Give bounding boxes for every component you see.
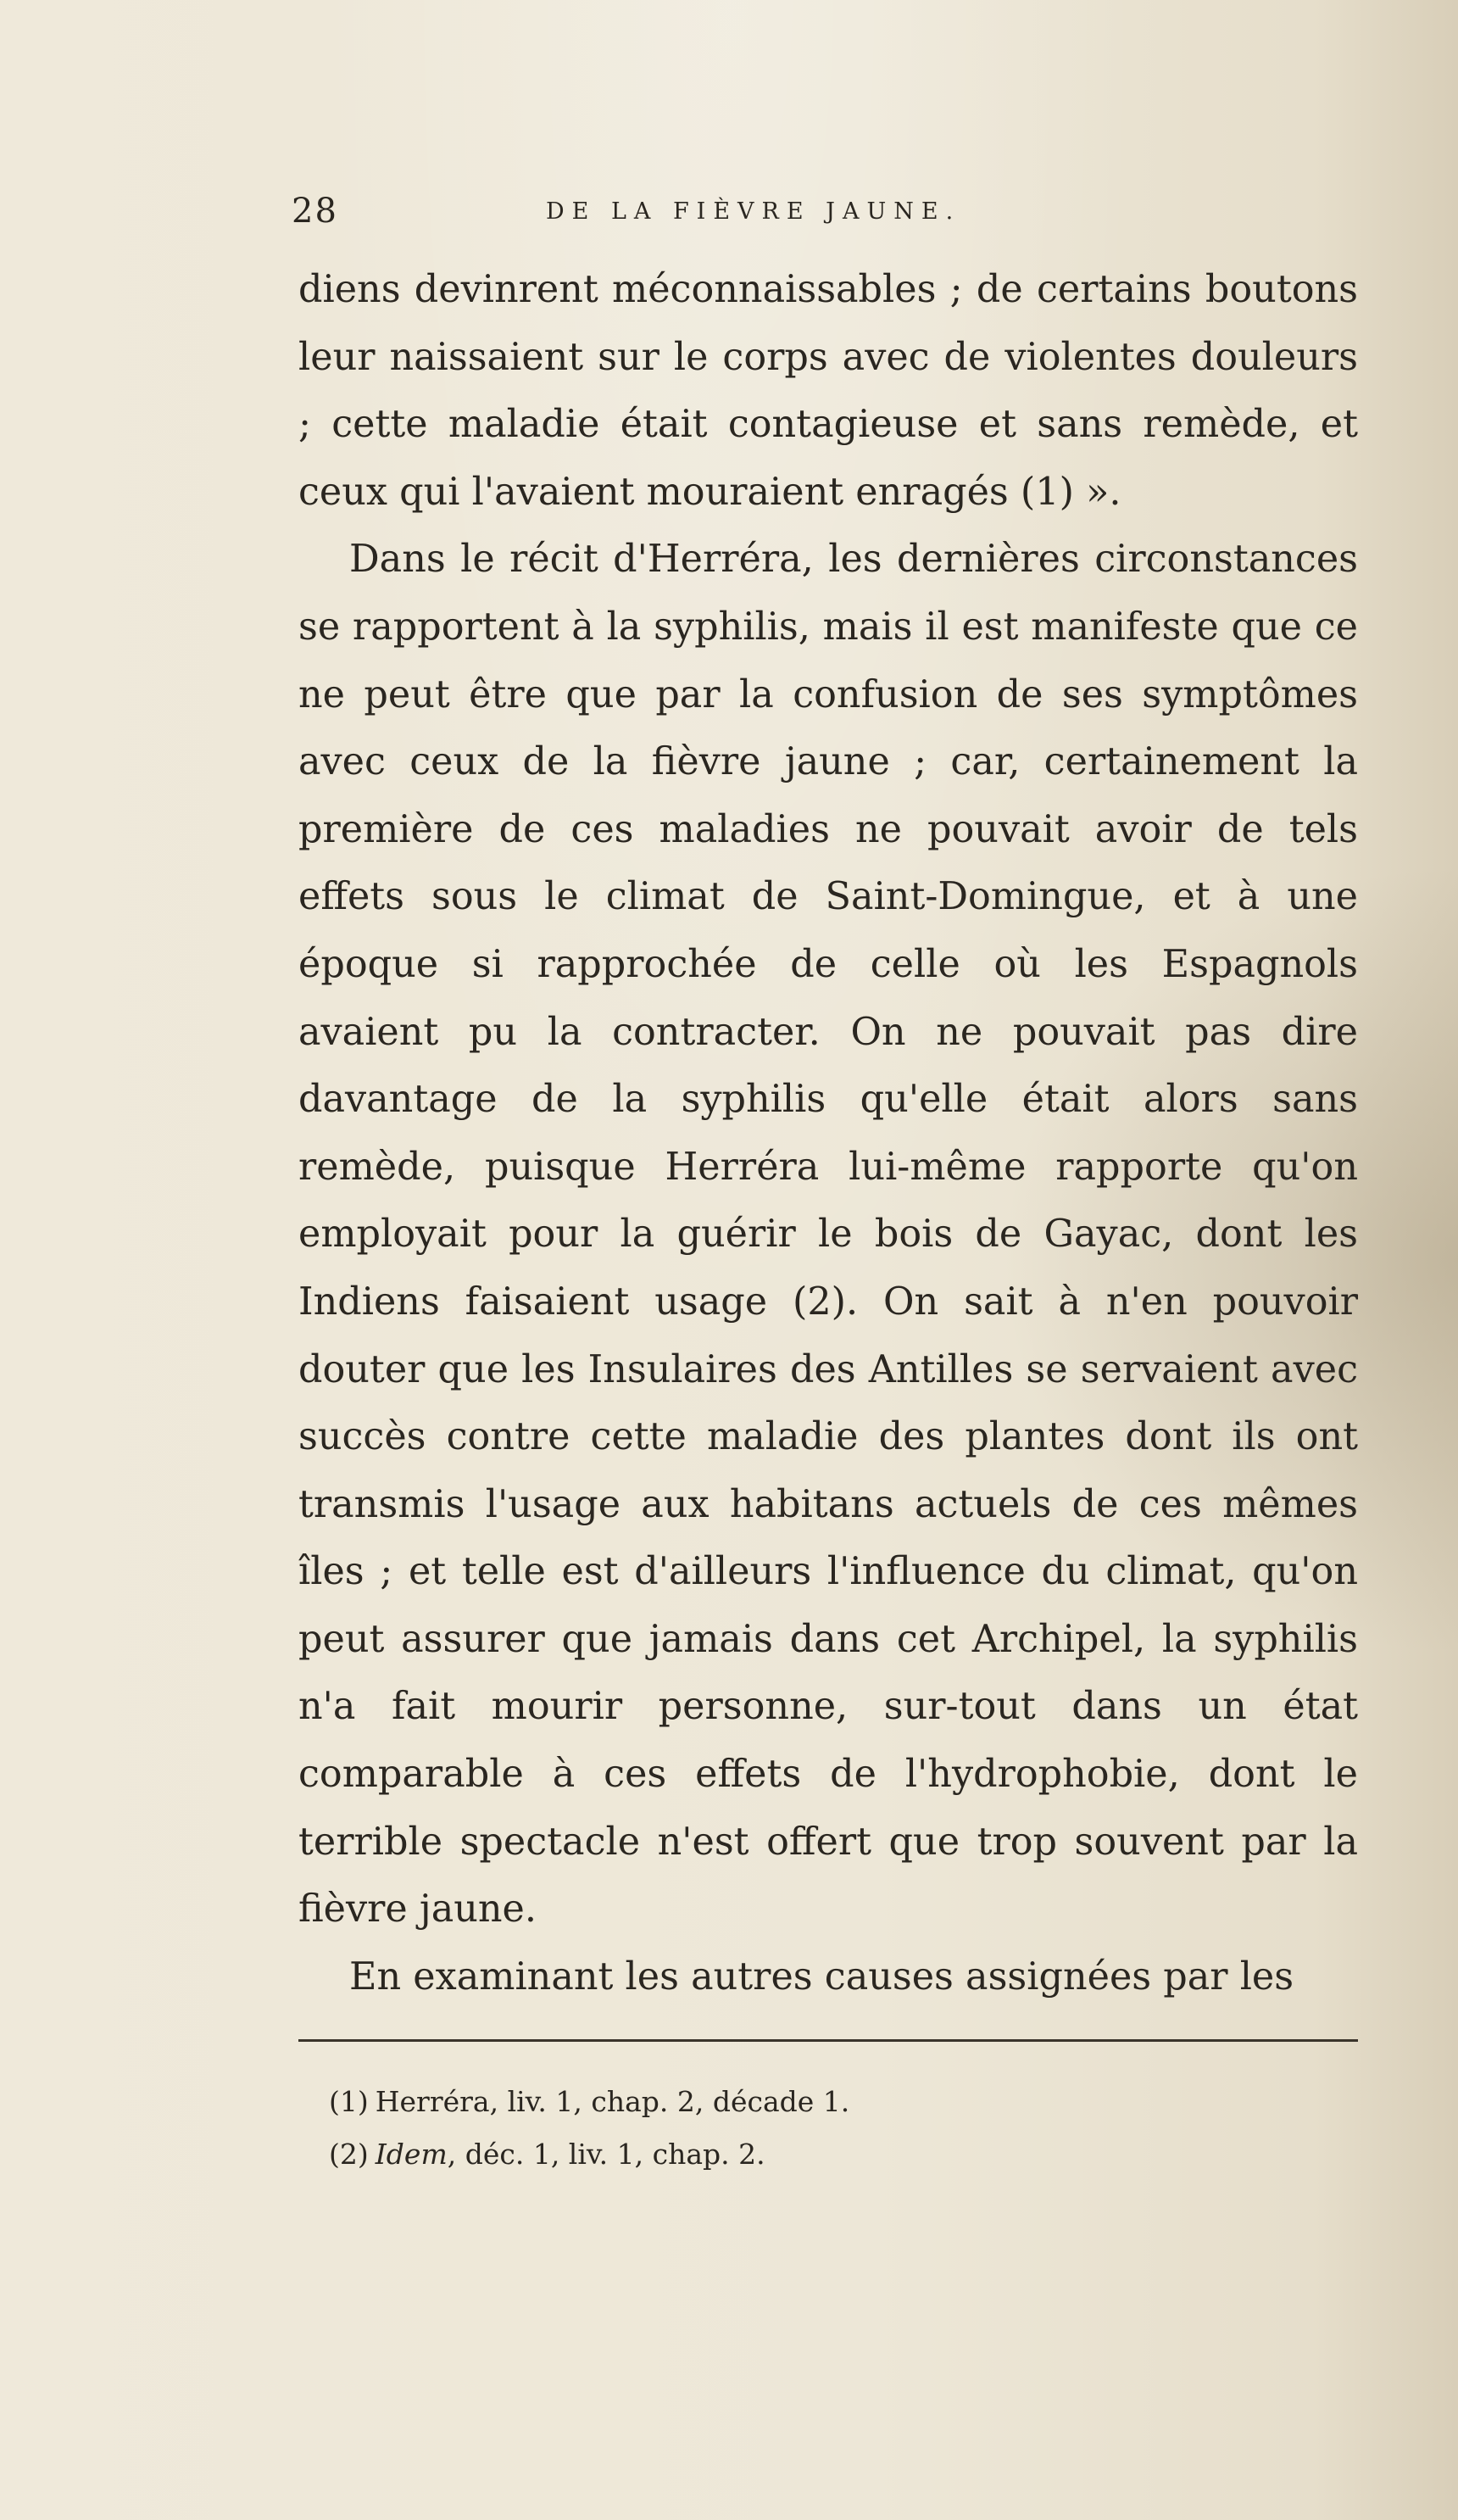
running-head [292, 192, 1385, 243]
paragraph-causes: En examinant les autres causes assignées par les [349, 1954, 1294, 1999]
running-title: DE LA FIÈVRE JAUNE. [546, 198, 961, 225]
footnote-1 [329, 2076, 1346, 2128]
footnote-rule [298, 2039, 1358, 2042]
footnote-2 [329, 2128, 1346, 2181]
body-text [298, 256, 1358, 2010]
footnote-marker: (1) [329, 2085, 369, 2118]
footnote-text: , déc. 1, liv. 1, chap. 2. [447, 2138, 765, 2171]
footnote-marker: (2) [329, 2138, 369, 2171]
footnote-italic-term: Idem [375, 2138, 448, 2171]
page-number: 28 [292, 192, 338, 231]
paragraph-continuation: diens devinrent méconnaissables ; de certains boutons leur naissaient sur le corps avec de violentes douleurs ; cette maladie était contagieuse et sans remède, et ceux qui l'avaient mouraient enragés (1) ». [298, 268, 1358, 514]
footnote-text: Herréra, liv. 1, chap. 2, décade 1. [375, 2085, 850, 2118]
footnotes [329, 2076, 1346, 2181]
paragraph-herrera: Dans le récit d'Herréra, les dernières circonstances se rapportent à la syphilis, mais il est manifeste que ce ne peut être que par la confusion de ses symptômes avec ceux de la fièvre jaune ; car, certainement la première de ces maladies ne pouvait avoir de tels effets sous le climat de Saint-Domingue, et à une époque si rapprochée de celle où les Espagnols avaient pu la contracter. On ne pouvait pas dire davantage de la syphilis qu'elle était alors sans remède, puisque Herréra lui-même rapporte qu'on employait pour la guérir le bois de Gayac, dont les Indiens faisaient usage (2). On sait à n'en pouvoir douter que les Insulaires des Antilles se servaient avec succès contre cette maladie des plantes dont ils ont transmis l'usage aux habitans actuels de ces mêmes îles ; et telle est d'ailleurs l'influence du climat, qu'on peut assurer que jamais dans cet Archipel, la syphilis n'a fait mourir personne, sur-tout dans un état comparable à ces effets de l'hydrophobie, dont le terrible spectacle n'est offert que trop souvent par la fièvre jaune. [298, 538, 1358, 1932]
